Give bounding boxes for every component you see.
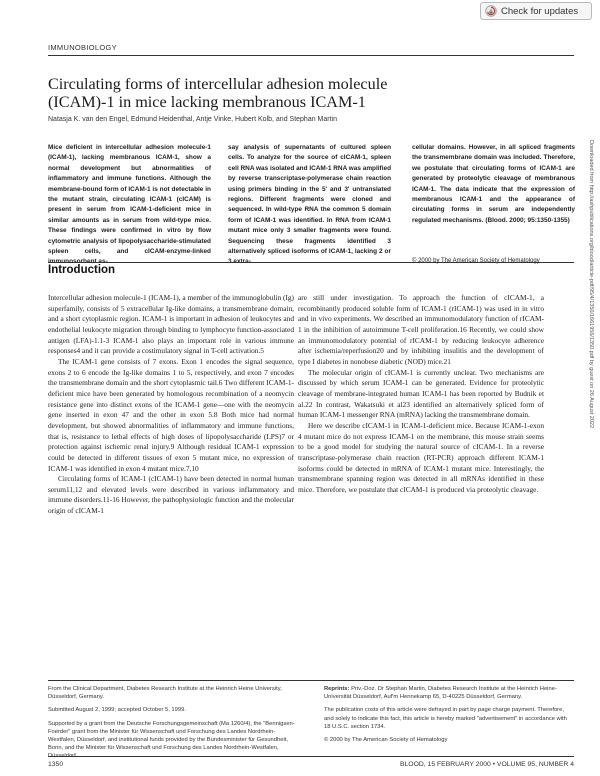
article-title: Circulating forms of intercellular adhesion molecule (ICAM)-1 in mice lacking membranous ICAM-1	[48, 75, 388, 111]
publication-cost-note: The publication costs of this article were defrayed in part by page charge payment. Therefore, and solely to indicate this fact, this article is hereby marked "advertisement" in accordance with 18 U.S.C. section 1734.	[324, 707, 567, 730]
footnotes-right	[324, 685, 574, 749]
reprints-note	[324, 685, 574, 701]
funding-note: Supported by a grant from the Deutsche Forschungsgemeinschaft (Ma 1260/4), the "Bennigsen-Foerder" grant from the Minister für Wissenschaft und Forschung des Landes Nordrhein-Westfalen, Düsseldorf, and institutional funds provided by the Bundesminister für Gesundheit, Bonn, and the Minister für Wissenschaft und Forschung des Landes Nordrhein-Westfalen, Düsseldorf.	[48, 720, 295, 760]
footnote-copyright: © 2000 by The American Society of Hematology	[324, 737, 448, 744]
footnote-rule	[48, 680, 574, 681]
intro-left-column	[48, 293, 294, 517]
intro-paragraph: Circulating forms of ICAM-1 (cICAM-1) have been detected in normal human serum11,12 and elevated levels were described in various inflammatory and immune disorders.11-16 However, the pathophysiologic function and the molecular origin of cICAM-1	[48, 474, 294, 516]
intro-paragraph: Here we describe cICAM-1 in ICAM-1-deficient mice. Because ICAM-1-exon 4 mutant mice do not express ICAM-1 on the membrane, this mouse strain seems to be a good model for studying the natural source of cICAM-1. In a reverse transcriptase-polymerase chain reaction (RT-PCR) approach different ICAM-1 isoforms could be detected in mRNA of ICAM-1 mutant mice. Interestingly, the transmembrane spanning region was detected in all mRNAs identified in these mice. Therefore, we postulate that cICAM-1 is produced via proteolytic cleavage.	[298, 420, 544, 494]
intro-paragraph: are still under investigation. To approach the function of cICAM-1, a recombinantly produced soluble form of ICAM-1 (rICAM-1) was used in in vitro and in vivo experiments. We described an immunomodulatory function of rICAM-1 in the inhibition of autoimmune T-cell proliferation.16 Recently, we could show an immunomodulatory potential of rICAM-1 by reducing leukocyte adherence after ischemia/reperfusion20 and by inhibiting insulitis and the development of type I diabetes in nonobese diabetic (NOD) mice.21	[298, 293, 544, 366]
update-check-icon	[485, 5, 497, 17]
header-rule	[48, 55, 574, 56]
intro-rule	[48, 262, 574, 263]
intro-paragraph: The ICAM-1 gene consists of 7 exons. Exon 1 encodes the signal sequence, exons 2 to 6 encode the Ig-like domains 1 to 5, respectively, and exon 7 encodes the transmembrane domain and the short cytoplasmic tail.6 Two different ICAM-1-deficient mice have been generated by homologous recombination of a neomycin resistance gene into distinct exons of the ICAM-1 gene—one with the neomycin gene inserted in exon 47 and the other in exon 5.8 Both mice had normal development, but showed abnormalities of inflammatory and immune functions, that is, resistance to lethal effects of high doses of lipopolysaccharide (LPS)7 or protection against ischemic renal injury.9 Although residual ICAM-1 expression could be detected in different tissues of exon 5 mutant mice, no expression of ICAM-1 was identified in exon 4 mutant mice.7,10	[48, 356, 294, 473]
page-number: 1350	[48, 761, 64, 768]
download-watermark	[586, 140, 596, 610]
abstract-copyright: © 2000 by The American Society of Hematology	[412, 258, 540, 264]
affiliation-note: From the Clinical Department, Diabetes Research Institute at the Heinrich Heine University, Düsseldorf, Germany.	[48, 686, 282, 701]
abstract-column-2: say analysis of supernatants of cultured spleen cells. To analyze for the source of cICAM-1, spleen cell RNA was isolated and ICAM-1 RNA was amplified by reverse transcriptase-polymerase chain reaction using primers binding in the 5' and 3' untranslated regions. Different fragments were cloned and sequenced. In wild-type RNA the common 5 domain form of ICAM-1 was identified. In RNA from ICAM-1 mutant mice only 3 smaller fragments were found. Sequencing these fragments identified 3 alternatively spliced isoforms of ICAM-1, lacking 2 or 3 extra-	[228, 144, 391, 266]
section-label: IMMUNOBIOLOGY	[48, 43, 117, 52]
reprints-text: Priv.-Doz. Dr Stephan Martin, Diabetes Research Institute at the Heinrich Heine-Universität Düsseldorf, Auf'm Hennekamp 65, D-40225 Düsseldorf, Germany.	[324, 686, 557, 701]
download-watermark-text: Downloaded from http://ashpublications.org/blood/article-pdf/95/4/1350/1661956/1350.pdf by guest on 26 August 2022	[588, 140, 594, 429]
intro-paragraph: The molecular origin of cICAM-1 is currently unclear. Two mechanisms are discussed by which serum ICAM-1 can be generated. Evidence for proteolytic cleavage of membrane-integrated human ICAM-1 has been reported by Budnik et al.22 In contrast, Wakatsuki et al23 identified an alternatively spliced form of human ICAM-1 messenger RNA (mRNA) lacking the transmembrane domain.	[298, 367, 544, 420]
submission-note: Submitted August 2, 1999; accepted October 5, 1999.	[48, 707, 186, 714]
abstract-column-1: Mice deficient in intercellular adhesion molecule-1 (ICAM-1), lacking membranous ICAM-1, show a normal development but abnormalities of inflammatory and immune functions. Although the membrane-bound form of ICAM-1 is not detectable in the mutant strain, circulating ICAM-1 (cICAM) is present in serum from ICAM-1-deficient mice in similar amounts as in serum from wild-type mice. These findings were confirmed in vitro by flow cytometric analysis of lipopolysaccharide-stimulated spleen cells, and cICAM-enzyme-linked immunosorbent as-	[48, 144, 211, 266]
intro-paragraph: Intercellular adhesion molecule-1 (ICAM-1), a member of the immunoglobulin (Ig) superfamily, consists of 5 extracellular Ig-like domains, a transmembrane domain, and a short cytoplasmic region. ICAM-1 is important in adhesion of leukocytes and endothelial leukocyte migration through binding to lymphocyte function-associated antigen (LFA)-1.1-3 ICAM-1 also plays an important role in various immune responses4 and it can provide a costimulatory signal in T-cell activation.5	[48, 293, 294, 356]
footnotes-left	[48, 685, 298, 766]
footer-rule	[48, 756, 574, 757]
abstract-column-3: cellular domains. However, in all spliced fragments the transmembrane domain was included. Therefore, we postulate that circulating forms of ICAM-1 are generated by proteolytic cleavage of membranous ICAM-1. The data indicate that the expression of membranous ICAM-1 and the appearance of circulating forms in serum are independently regulated mechanisms. (Blood. 2000; 95:1350-1355)	[412, 144, 575, 224]
check-for-updates-label: Check for updates	[501, 5, 579, 17]
intro-right-column	[298, 293, 544, 495]
reprints-label: Reprints:	[324, 686, 350, 692]
introduction-heading: Introduction	[48, 264, 116, 276]
check-for-updates-badge[interactable]	[480, 2, 592, 20]
journal-citation: BLOOD, 15 FEBRUARY 2000 • VOLUME 95, NUMBER 4	[399, 761, 574, 768]
author-list: Natasja K. van den Engel, Edmund Heidenthal, Antje Vinke, Hubert Kolb, and Stephan Martin	[48, 116, 337, 123]
